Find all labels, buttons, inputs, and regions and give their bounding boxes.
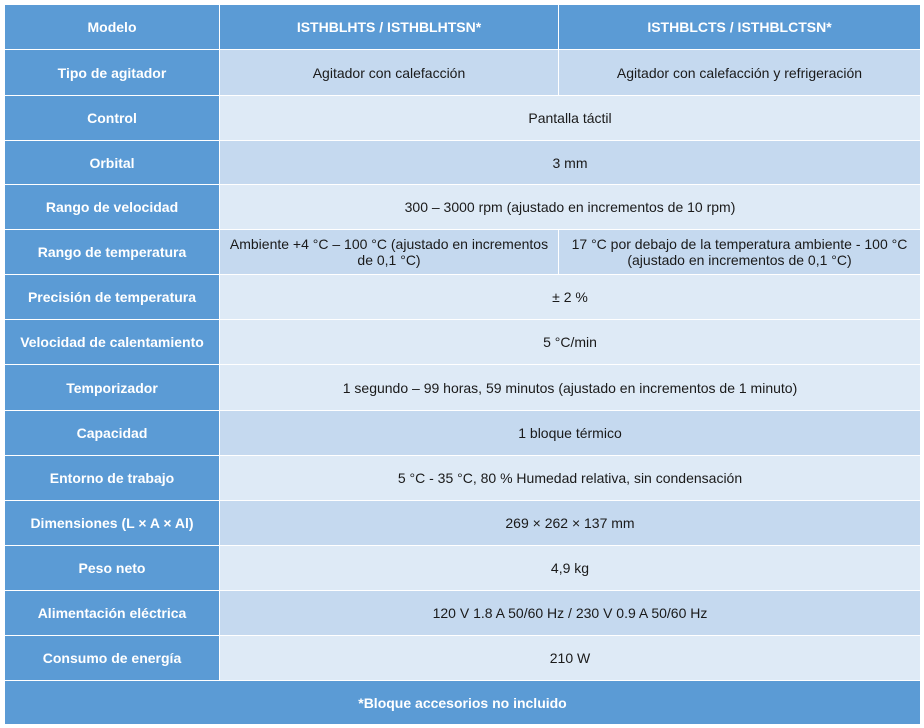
row-value-model-a: Agitador con calefacción	[220, 50, 559, 96]
header-row	[5, 5, 921, 50]
row-label: Orbital	[5, 141, 220, 185]
footnote: *Bloque accesorios no incluido	[5, 681, 921, 725]
row-tipo-agitador	[5, 50, 921, 96]
row-label: Temporizador	[5, 365, 220, 411]
row-value: 3 mm	[220, 141, 921, 185]
row-alimentacion-electrica	[5, 591, 921, 636]
row-value: 5 °C/min	[220, 320, 921, 365]
row-dimensiones	[5, 501, 921, 546]
row-label: Rango de temperatura	[5, 230, 220, 275]
row-value: 300 – 3000 rpm (ajustado en incrementos de 10 rpm)	[220, 185, 921, 230]
footnote-row	[5, 681, 921, 725]
header-label: Modelo	[5, 5, 220, 50]
row-consumo-energia	[5, 636, 921, 681]
row-control	[5, 96, 921, 141]
row-value: 1 segundo – 99 horas, 59 minutos (ajustado en incrementos de 1 minuto)	[220, 365, 921, 411]
row-peso-neto	[5, 546, 921, 591]
row-label: Velocidad de calentamiento	[5, 320, 220, 365]
row-label: Precisión de temperatura	[5, 275, 220, 320]
row-value: 5 °C - 35 °C, 80 % Humedad relativa, sin condensación	[220, 456, 921, 501]
row-label: Capacidad	[5, 411, 220, 456]
row-value-model-b: Agitador con calefacción y refrigeración	[559, 50, 921, 96]
row-label: Rango de velocidad	[5, 185, 220, 230]
row-rango-temperatura	[5, 230, 921, 275]
row-velocidad-calentamiento	[5, 320, 921, 365]
row-temporizador	[5, 365, 921, 411]
row-value: 269 × 262 × 137 mm	[220, 501, 921, 546]
row-label: Entorno de trabajo	[5, 456, 220, 501]
row-value: 120 V 1.8 A 50/60 Hz / 230 V 0.9 A 50/60 Hz	[220, 591, 921, 636]
row-rango-velocidad	[5, 185, 921, 230]
row-label: Consumo de energía	[5, 636, 220, 681]
row-label: Tipo de agitador	[5, 50, 220, 96]
header-model-a: ISTHBLHTS / ISTHBLHTSN*	[220, 5, 559, 50]
row-orbital	[5, 141, 921, 185]
row-value: ± 2 %	[220, 275, 921, 320]
row-label: Alimentación eléctrica	[5, 591, 220, 636]
spec-table	[4, 4, 921, 725]
row-value-model-a: Ambiente +4 °C – 100 °C (ajustado en incrementos de 0,1 °C)	[220, 230, 559, 275]
row-value: 1 bloque térmico	[220, 411, 921, 456]
row-label: Dimensiones (L × A × Al)	[5, 501, 220, 546]
row-precision-temperatura	[5, 275, 921, 320]
row-value-model-b: 17 °C por debajo de la temperatura ambiente - 100 °C (ajustado en incrementos de 0,1 °C)	[559, 230, 921, 275]
row-capacidad	[5, 411, 921, 456]
row-value: 4,9 kg	[220, 546, 921, 591]
header-model-b: ISTHBLCTS / ISTHBLCTSN*	[559, 5, 921, 50]
row-value: Pantalla táctil	[220, 96, 921, 141]
row-entorno-trabajo	[5, 456, 921, 501]
row-label: Control	[5, 96, 220, 141]
row-label: Peso neto	[5, 546, 220, 591]
row-value: 210 W	[220, 636, 921, 681]
